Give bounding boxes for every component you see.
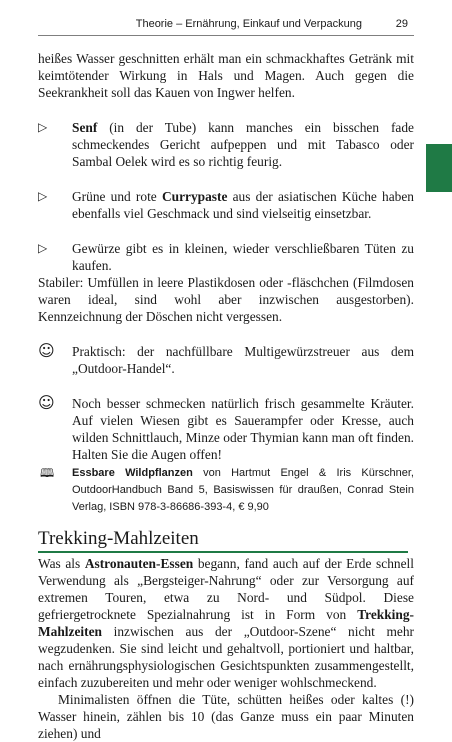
item-senf-bold: Senf	[72, 120, 98, 135]
intro-paragraph: heißes Wasser geschnitten erhält man ein schmackhaftes Getränk mit keimtötender Wirkung in Hals und Magen. Auch gegen die Seekrankheit soll das Kauen von Ingwer helfen.	[38, 51, 414, 100]
smiley-icon: ☺	[38, 393, 55, 412]
stabiler-paragraph: Stabiler: Umfüllen in leere Plastikdosen oder -fläschchen (Filmdosen waren ideal, sind wohl aber inzwischen ausgestorben). Kennzeichnung der Döschen nicht vergessen.	[38, 275, 414, 324]
triangle-right-icon: ▷	[38, 241, 48, 255]
section-p1-bold-trekking: Trekking-Mahlzeiten	[38, 607, 414, 639]
tip-praktisch	[38, 343, 414, 377]
section-paragraph-1	[38, 555, 414, 691]
running-header	[38, 18, 408, 34]
triangle-right-icon: ▷	[38, 120, 48, 134]
book-reference	[38, 465, 414, 516]
section-p1-mid: begann, fand auch auf der Erde schnell Verwendung als „Bergsteiger-Nahrung“ oder zur Versorgung auf extremen Touren, etwa zu Nord- und Südpol. Diese gefriergetrocknete Spezialnahrung ist in Form von	[38, 556, 414, 622]
book-reference-title: Essbare Wildpflanzen	[72, 467, 193, 479]
triangle-right-icon: ▷	[38, 189, 48, 203]
section-title: Trekking-Mahlzeiten	[38, 528, 199, 549]
tip-praktisch-text: Praktisch: der nachfüllbare Multigewürzstreuer aus dem „Outdoor-Handel“.	[72, 344, 414, 376]
item-senf-text: (in der Tube) kann manches ein bisschen fade schmeckendes Gericht aufpeppen und mit Tabasco oder Sambal Oelek wird es so richtig feurig.	[72, 120, 414, 169]
section-paragraph-2: Minimalisten öffnen die Tüte, schütten heißes oder kaltes (!) Wasser hinein, zählen bis 10 (das Ganze muss ein paar Minuten ziehen) und	[38, 692, 414, 741]
section-title-underline	[38, 551, 408, 553]
smiley-icon: ☺	[38, 341, 55, 360]
page-body	[38, 50, 414, 742]
header-rule	[38, 35, 414, 36]
item-curry-text: aus der asiatischen Küche haben ebenfalls viel Geschmack und sind vielseitig einsetzbar.	[72, 189, 414, 221]
item-curry-before: Grüne und rote	[72, 189, 162, 204]
item-gewuerze	[38, 240, 414, 274]
book-reference-text: von Hartmut Engel & Iris Kürschner, OutdoorHandbuch Band 5, Basiswissen für draußen, Conrad Stein Verlag, ISBN 978-3-86686-393-4, € 9,90	[72, 467, 414, 513]
item-curry	[38, 188, 414, 222]
page-number: 29	[395, 18, 408, 30]
item-gewuerze-text: Gewürze gibt es in kleinen, wieder verschließbaren Tüten zu kaufen.	[72, 241, 414, 273]
section-p1-bold-astronauten: Astronauten-Essen	[84, 556, 194, 571]
tip-kraeuter	[38, 395, 414, 463]
tip-kraeuter-text: Noch besser schmecken natürlich frisch gesammelte Kräuter. Auf vielen Wiesen gibt es Sauerampfer oder Kresse, auch wilden Schnittlauch, Minze oder Thymian kann man oft finden. Halten Sie die Augen offen!	[72, 396, 414, 462]
open-book-icon: 🕮	[40, 466, 55, 480]
chapter-thumb-tab	[426, 144, 452, 192]
item-curry-bold: Currypaste	[161, 189, 228, 204]
item-senf	[38, 119, 414, 170]
running-header-title: Theorie – Ernährung, Einkauf und Verpackung	[135, 18, 362, 30]
section-p1-after: inzwischen aus der „Outdoor-Szene“ nicht mehr wegzudenken. Sie sind leicht und gehaltvoll, portioniert und haltbar, nach ernährungsphysiologischen Gesichtspunkten zusammengestellt, einfach zuzubereiten und mehr oder weniger wohlschmeckend.	[38, 624, 414, 690]
section-p1-before: Was als	[38, 556, 85, 571]
